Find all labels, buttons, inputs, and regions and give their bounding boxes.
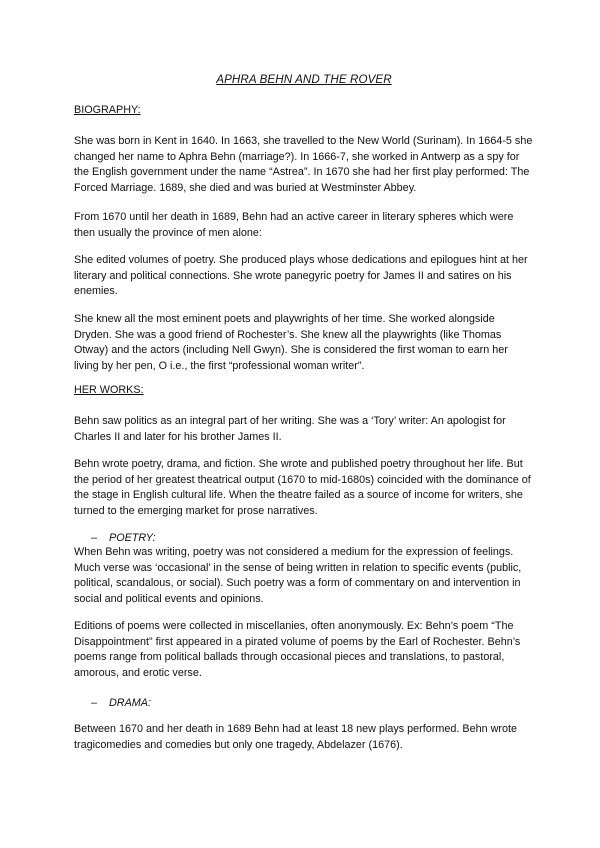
biography-heading: BIOGRAPHY: [74,104,141,116]
poetry-label: POETRY: [109,532,156,544]
drama-paragraph-1: Between 1670 and her death in 1689 Behn had at least 18 new plays performed. Behn wrote tragicomedies and comedies but only one tragedy, Abdelazer (1676). [74,723,517,751]
works-paragraph-1: Behn saw politics as an integral part of her writing. She was a ‘Tory’ writer: An apologist for Charles II and later for his brother James II. [74,415,506,443]
page-title: APHRA BEHN AND THE ROVER [216,73,392,86]
drama-dash: – [91,697,98,709]
poetry-paragraph-1: When Behn was writing, poetry was not considered a medium for the expression of feelings. Much verse was ‘occasional’ in the sense of being written in relation to specific events (public, political, scandalous, or social). Such poetry was a form of commentary on and intervention in social and political events and opinions. [74,546,522,605]
poetry-dash: – [91,532,98,544]
biography-paragraph-3: She edited volumes of poetry. She produced plays whose dedications and epilogues hint at her literary and political connections. She wrote panegyric poetry for James II and satires on his enemies. [74,254,528,297]
poetry-paragraph-2: Editions of poems were collected in miscellanies, often anonymously. Ex: Behn’s poem “The Disappointment” first appeared in a pirated volume of poems by the Earl of Rochester. Behn’s poems range from political ballads through occasional pieces and translations, to pastoral, amorous, and erotic verse. [74,620,521,679]
works-paragraph-2: Behn wrote poetry, drama, and fiction. She wrote and published poetry throughout her life. But the period of her greatest theatrical output (1670 to mid-1680s) coincided with the dominance of the stage in English cultural life. When the theatre failed as a source of income for writers, she turned to the emerging market for prose narratives. [74,458,531,517]
biography-paragraph-1: She was born in Kent in 1640. In 1663, she travelled to the New World (Surinam). In 1664-5 she changed her name to Aphra Behn (marriage?). In 1666-7, she worked in Antwerp as a spy for the English government under the name “Astrea”. In 1670 she had her first play performed: The Forced Marriage. 1689, she died and was buried at Westminster Abbey. [74,135,533,194]
poetry-subheading [91,532,156,544]
biography-paragraph-4: She knew all the most eminent poets and playwrights of her time. She worked alongside Dryden. She was a good friend of Rochester’s. She knew all the playwrights (like Thomas Otway) and the actors (including Nell Gwyn). She is considered the first woman to earn her living by her pen, O i.e., the first “professional woman writer”. [74,313,508,372]
biography-paragraph-2: From 1670 until her death in 1689, Behn had an active career in literary spheres which were then usually the province of men alone: [74,211,514,239]
drama-subheading [91,697,151,709]
drama-label: DRAMA: [109,697,151,709]
works-heading: HER WORKS: [74,384,144,396]
